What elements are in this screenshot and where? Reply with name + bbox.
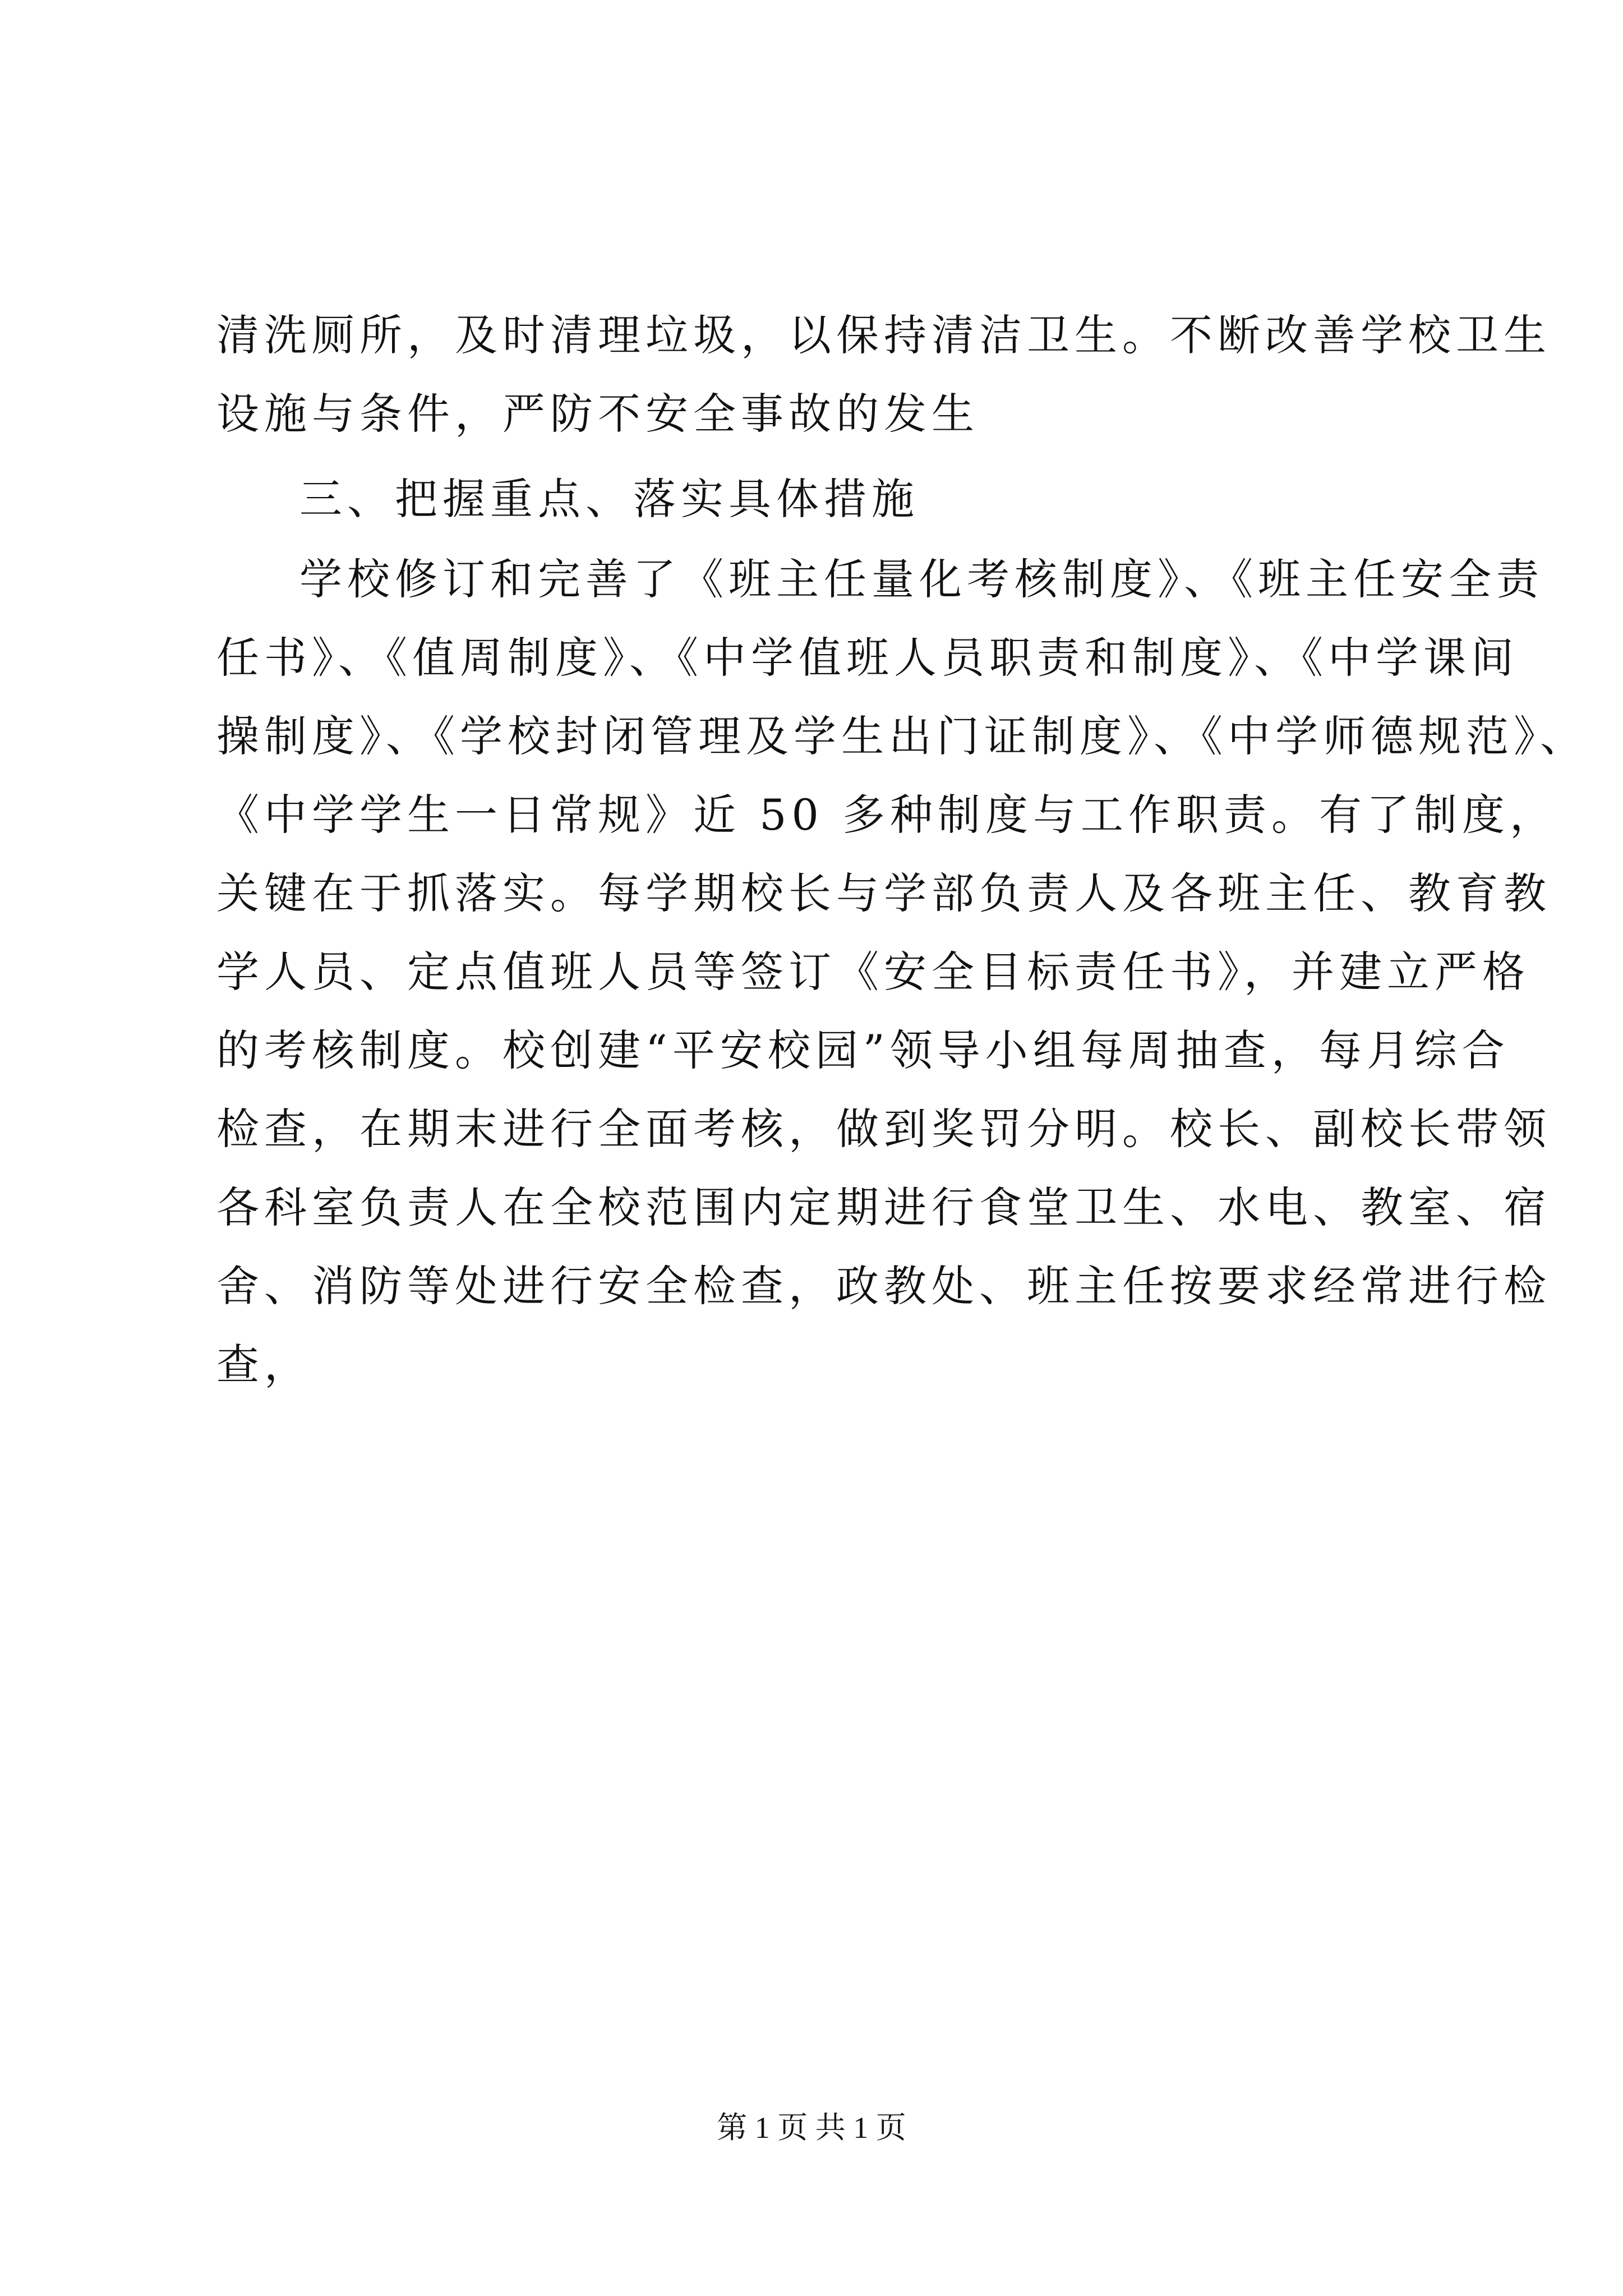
body-text-line: 关键在于抓落实。每学期校长与学部负责人及各班主任、教育教 [216, 868, 1551, 918]
body-text-line: 查， [216, 1340, 312, 1389]
body-text-line: 清洗厕所，及时清理垃圾，以保持清洁卫生。不断改善学校卫生 [216, 310, 1551, 360]
body-text-line: 各科室负责人在全校范围内定期进行食堂卫生、水电、教室、宿 [216, 1182, 1551, 1232]
section-heading: 三、把握重点、落实具体措施 [299, 474, 919, 524]
body-text-line: 操制度》、《学校封闭管理及学生出门证制度》、《中学师德规范》、 [216, 711, 1588, 761]
body-text-line: 《中学学生一日常规》近 50 多种制度与工作职责。有了制度， [216, 790, 1558, 840]
body-text-line: 检查，在期末进行全面考核，做到奖罚分明。校长、副校长带领 [216, 1104, 1551, 1154]
body-text-line: 任书》、《值周制度》、《中学值班人员职责和制度》、《中学课间 [216, 633, 1519, 683]
body-text-line: 学人员、定点值班人员等签订《安全目标责任书》，并建立严格 [216, 947, 1530, 997]
body-text-line: 舍、消防等处进行安全检查，政教处、班主任按要求经常进行检 [216, 1261, 1551, 1311]
page-footer: 第 1 页 共 1 页 [717, 2111, 906, 2145]
body-text-line: 设施与条件，严防不安全事故的发生 [216, 389, 979, 439]
body-text-line: 的考核制度。校创建“平安校园”领导小组每周抽查，每月综合 [216, 1025, 1510, 1075]
body-text-line: 学校修订和完善了《班主任量化考核制度》、《班主任安全责 [299, 554, 1544, 604]
